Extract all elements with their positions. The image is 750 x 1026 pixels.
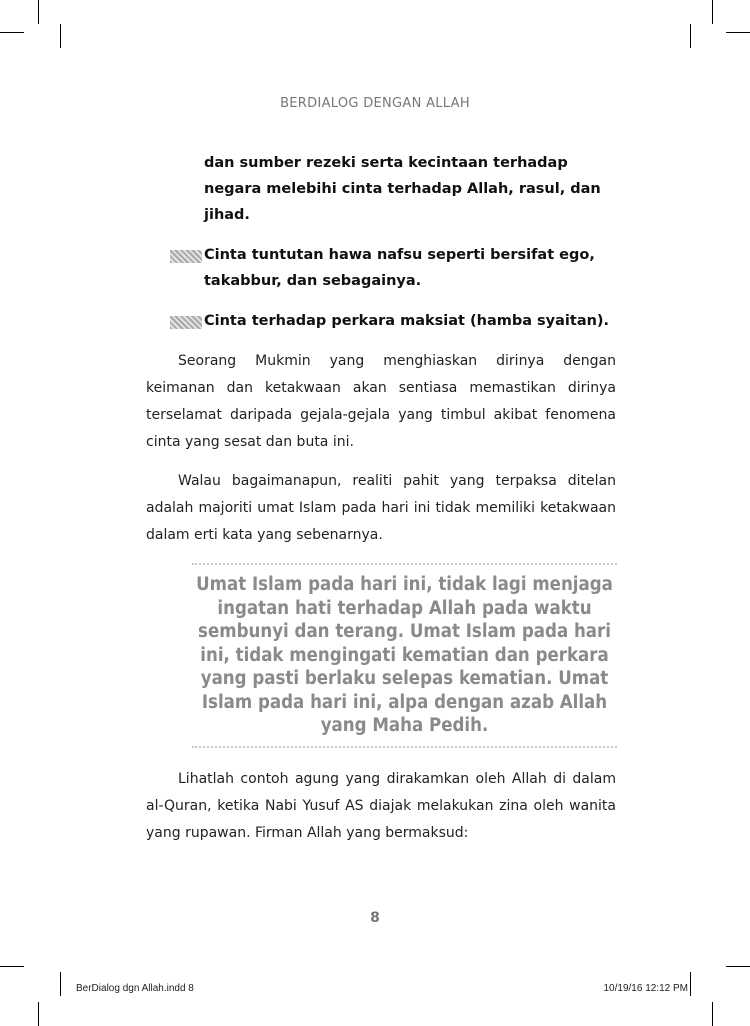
- crop-mark: [690, 24, 691, 48]
- slug-file-name: BerDialog dgn Allah.indd 8: [76, 983, 194, 994]
- crop-mark: [0, 966, 24, 967]
- crop-mark: [38, 0, 39, 24]
- crop-mark: [38, 1002, 39, 1026]
- body-paragraph: Lihatlah contoh agung yang dirakamkan oleh Allah di dalam al-Quran, ketika Nabi Yusuf AS diajak melakukan zina oleh wanita yang rupawan. Firman Allah yang bermaksud:: [146, 770, 616, 841]
- crop-mark: [712, 1002, 713, 1026]
- bullet-marker-icon: [170, 250, 202, 263]
- crop-mark: [726, 966, 750, 967]
- bullet-marker-icon: [170, 316, 202, 329]
- pull-quote: Umat Islam pada hari ini, tidak lagi menjaga ingatan hati terhadap Allah pada waktu sembunyi dan terang. Umat Islam pada hari ini, tidak mengingati kematian dan perkara yang pasti berlaku selepas kematian. Umat Islam pada hari ini, alpa dengan azab Allah yang Maha Pedih.: [192, 563, 617, 748]
- crop-mark: [726, 32, 750, 33]
- page-number: 8: [370, 910, 380, 926]
- crop-mark: [690, 972, 691, 996]
- bullet-item: [146, 308, 616, 334]
- slug-date: 10/19/16 12:12 PM: [603, 983, 688, 994]
- crop-mark: [0, 32, 24, 33]
- bullet-continuation: dan sumber rezeki serta kecintaan terhadap negara melebihi cinta terhadap Allah, rasul, dan jihad.: [204, 155, 601, 223]
- page-content: [146, 150, 616, 847]
- bullet-text: Cinta tuntutan hawa nafsu seperti bersifat ego, takabbur, dan sebagainya.: [204, 247, 595, 289]
- body-paragraph: Seorang Mukmin yang menghiaskan dirinya dengan keimanan dan ketakwaan akan sentiasa memastikan dirinya terselamat daripada gejala-gejala yang timbul akibat fenomena cinta yang sesat dan buta ini.: [146, 353, 616, 450]
- crop-mark: [712, 0, 713, 24]
- crop-mark: [60, 972, 61, 996]
- body-paragraph: Walau bagaimanapun, realiti pahit yang terpaksa ditelan adalah majoriti umat Islam pada hari ini tidak memiliki ketakwaan dalam erti kata yang sebenarnya.: [146, 473, 616, 543]
- running-head: BERDIALOG DENGAN ALLAH: [280, 96, 470, 111]
- crop-mark: [60, 24, 61, 48]
- bullet-item: [146, 242, 616, 294]
- bullet-text: Cinta terhadap perkara maksiat (hamba syaitan).: [204, 313, 610, 329]
